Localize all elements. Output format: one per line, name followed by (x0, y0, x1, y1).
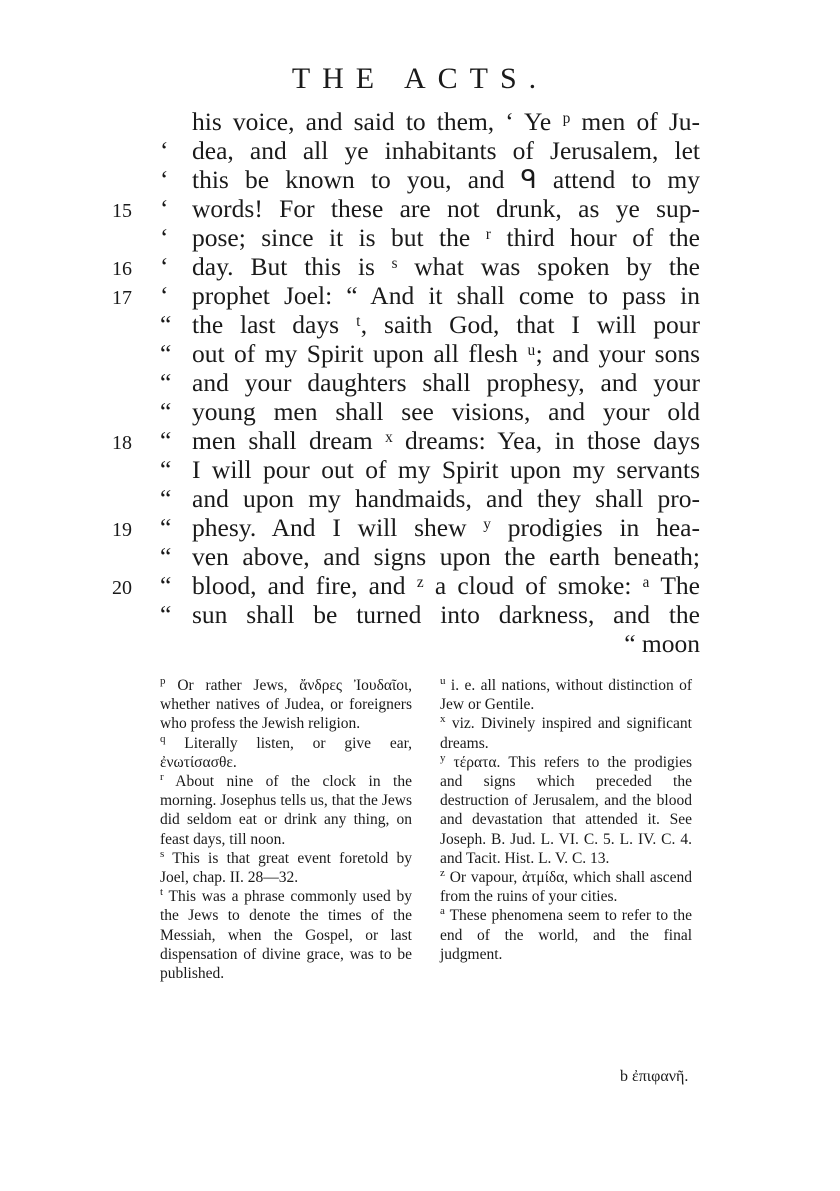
verse-number: 19 (112, 519, 132, 541)
footnote-text: viz. Divinely inspired and significant dreams. (440, 715, 692, 752)
footnote (440, 714, 692, 752)
footnote (160, 734, 412, 772)
line-text: sun shall be turned into darkness, and the (192, 600, 700, 629)
footnote-text: Or vapour, ἀτμίδα, which shall ascend from the ruins of your cities. (440, 869, 693, 906)
footnote-key: r (160, 770, 164, 783)
text-line (160, 107, 700, 136)
quote-mark: “ (160, 397, 172, 426)
quote-mark: “ (160, 368, 172, 397)
text-line (160, 513, 700, 542)
footnote-text: This is that great event foretold by Joel, chap. II. 28—32. (160, 849, 412, 887)
quote-mark: ‘ (160, 194, 169, 223)
quote-mark: ‘ (160, 281, 169, 310)
text-line (160, 571, 700, 600)
quote-mark: ‘ (160, 165, 169, 194)
catchword: moon (641, 629, 700, 658)
text-line (160, 339, 700, 368)
line-text: phesy. And I will shew ʸ prodigies in hea- (192, 513, 700, 542)
text-line (160, 426, 700, 455)
line-text: dea, and all ye inhabitants of Jerusalem, let (192, 136, 700, 165)
quote-mark: “ (160, 310, 172, 339)
line-text: day. But this is ˢ what was spoken by the (192, 252, 700, 281)
text-line (160, 252, 700, 281)
verse-number: 18 (112, 432, 132, 454)
quote-mark: “ (160, 513, 172, 542)
line-text: young men shall see visions, and your old (192, 397, 700, 426)
footnote-key: q (160, 732, 166, 745)
verse-number: 15 (112, 200, 132, 222)
footnote (160, 676, 412, 734)
text-line (160, 455, 700, 484)
quote-mark: ‘ (160, 136, 169, 165)
line-text: men shall dream ˣ dreams: Yea, in those days (192, 426, 700, 455)
text-line (160, 368, 700, 397)
quote-mark: “ (160, 455, 172, 484)
footnote-key: x (440, 713, 446, 726)
text-line (160, 281, 700, 310)
footnote (440, 676, 692, 714)
line-text: his voice, and said to them, ‘ Ye ᵖ men of Ju- (192, 107, 700, 136)
quote-mark: ‘ (160, 223, 169, 252)
line-text: I will pour out of my Spirit upon my servants (192, 455, 700, 484)
line-text: the last days ᵗ, saith God, that I will pour (192, 310, 700, 339)
line-text: this be known to you, and ᑫ attend to my (192, 165, 700, 194)
footnote (160, 887, 412, 983)
line-text: and your daughters shall prophesy, and your (192, 368, 700, 397)
footnote-text: τέρατα. This refers to the prodigies and signs which preceded the destruction of Jerusalem, and the blood and devastation that attended it. See Joseph. B. Jud. L. VI. C. 5. L. IV. C. 4. and Tacit. Hist. L. V. C. 13. (440, 753, 692, 867)
footnotes-left-column (160, 676, 412, 983)
footnote-text: Literally listen, or give ear, ἐνωτίσασθε. (160, 734, 412, 771)
text-line (160, 165, 700, 194)
footnote (160, 772, 412, 849)
quote-mark: “ (160, 571, 172, 600)
footnote-key: y (440, 751, 446, 764)
footnote-text: Or rather Jews, ἄνδρες Ἰουδαῖοι, whether natives of Judea, or foreigners who profess the Jewish religion. (160, 677, 412, 733)
footnote-key: a (440, 905, 445, 918)
line-text: ven above, and signs upon the earth beneath; (192, 542, 700, 571)
quote-mark: “ (160, 339, 172, 368)
text-line (160, 194, 700, 223)
footnote (160, 849, 412, 887)
running-header: THE ACTS. (291, 62, 549, 95)
footnote (440, 868, 692, 906)
quote-mark: “ (160, 600, 172, 629)
quote-mark: “ (624, 629, 636, 658)
verse-number: 16 (112, 258, 132, 280)
line-text: pose; since it is but the ʳ third hour of the (192, 223, 700, 252)
line-text: blood, and fire, and ᶻ a cloud of smoke: ᵃ The (192, 571, 700, 600)
footnote (440, 753, 692, 868)
text-line (160, 136, 700, 165)
footnote-text: About nine of the clock in the morning. Josephus tells us, that the Jews did seldom eat or drink any thing, on feast days, till noon. (160, 773, 412, 848)
text-line (160, 542, 700, 571)
line-text: words! For these are not drunk, as ye sup- (192, 194, 700, 223)
footnote-key: t (160, 886, 164, 899)
verse-number: 17 (112, 287, 132, 309)
footnote-text: This was a phrase commonly used by the Jews to denote the times of the Messiah, when the Gospel, or last dispensation of divine grace, was to be published. (160, 888, 412, 983)
line-text: out of my Spirit upon all flesh ᵘ; and your sons (192, 339, 700, 368)
footnote-text: i. e. all nations, without distinction of Jew or Gentile. (440, 677, 693, 714)
quote-mark: “ (160, 426, 172, 455)
footnote-key: z (440, 866, 445, 879)
footnote-key: u (440, 674, 446, 687)
catchword-line (160, 629, 700, 658)
signature-mark: b ἐπιφανῆ. (620, 1068, 689, 1085)
quote-mark: “ (160, 484, 172, 513)
quote-mark: “ (160, 542, 172, 571)
line-text: and upon my handmaids, and they shall pro- (192, 484, 700, 513)
footnote-key: s (160, 847, 165, 860)
quote-mark: ‘ (160, 252, 169, 281)
text-line (160, 484, 700, 513)
footnote (440, 906, 692, 964)
footnotes-right-column (440, 676, 692, 964)
verse-number: 20 (112, 577, 132, 599)
footnote-key: p (160, 674, 166, 687)
line-text: prophet Joel: “ And it shall come to pass in (192, 281, 700, 310)
text-line (160, 310, 700, 339)
text-line (160, 600, 700, 629)
footnote-text: These phenomena seem to refer to the end of the world, and the final judgment. (440, 907, 692, 963)
text-line (160, 397, 700, 426)
text-line (160, 223, 700, 252)
